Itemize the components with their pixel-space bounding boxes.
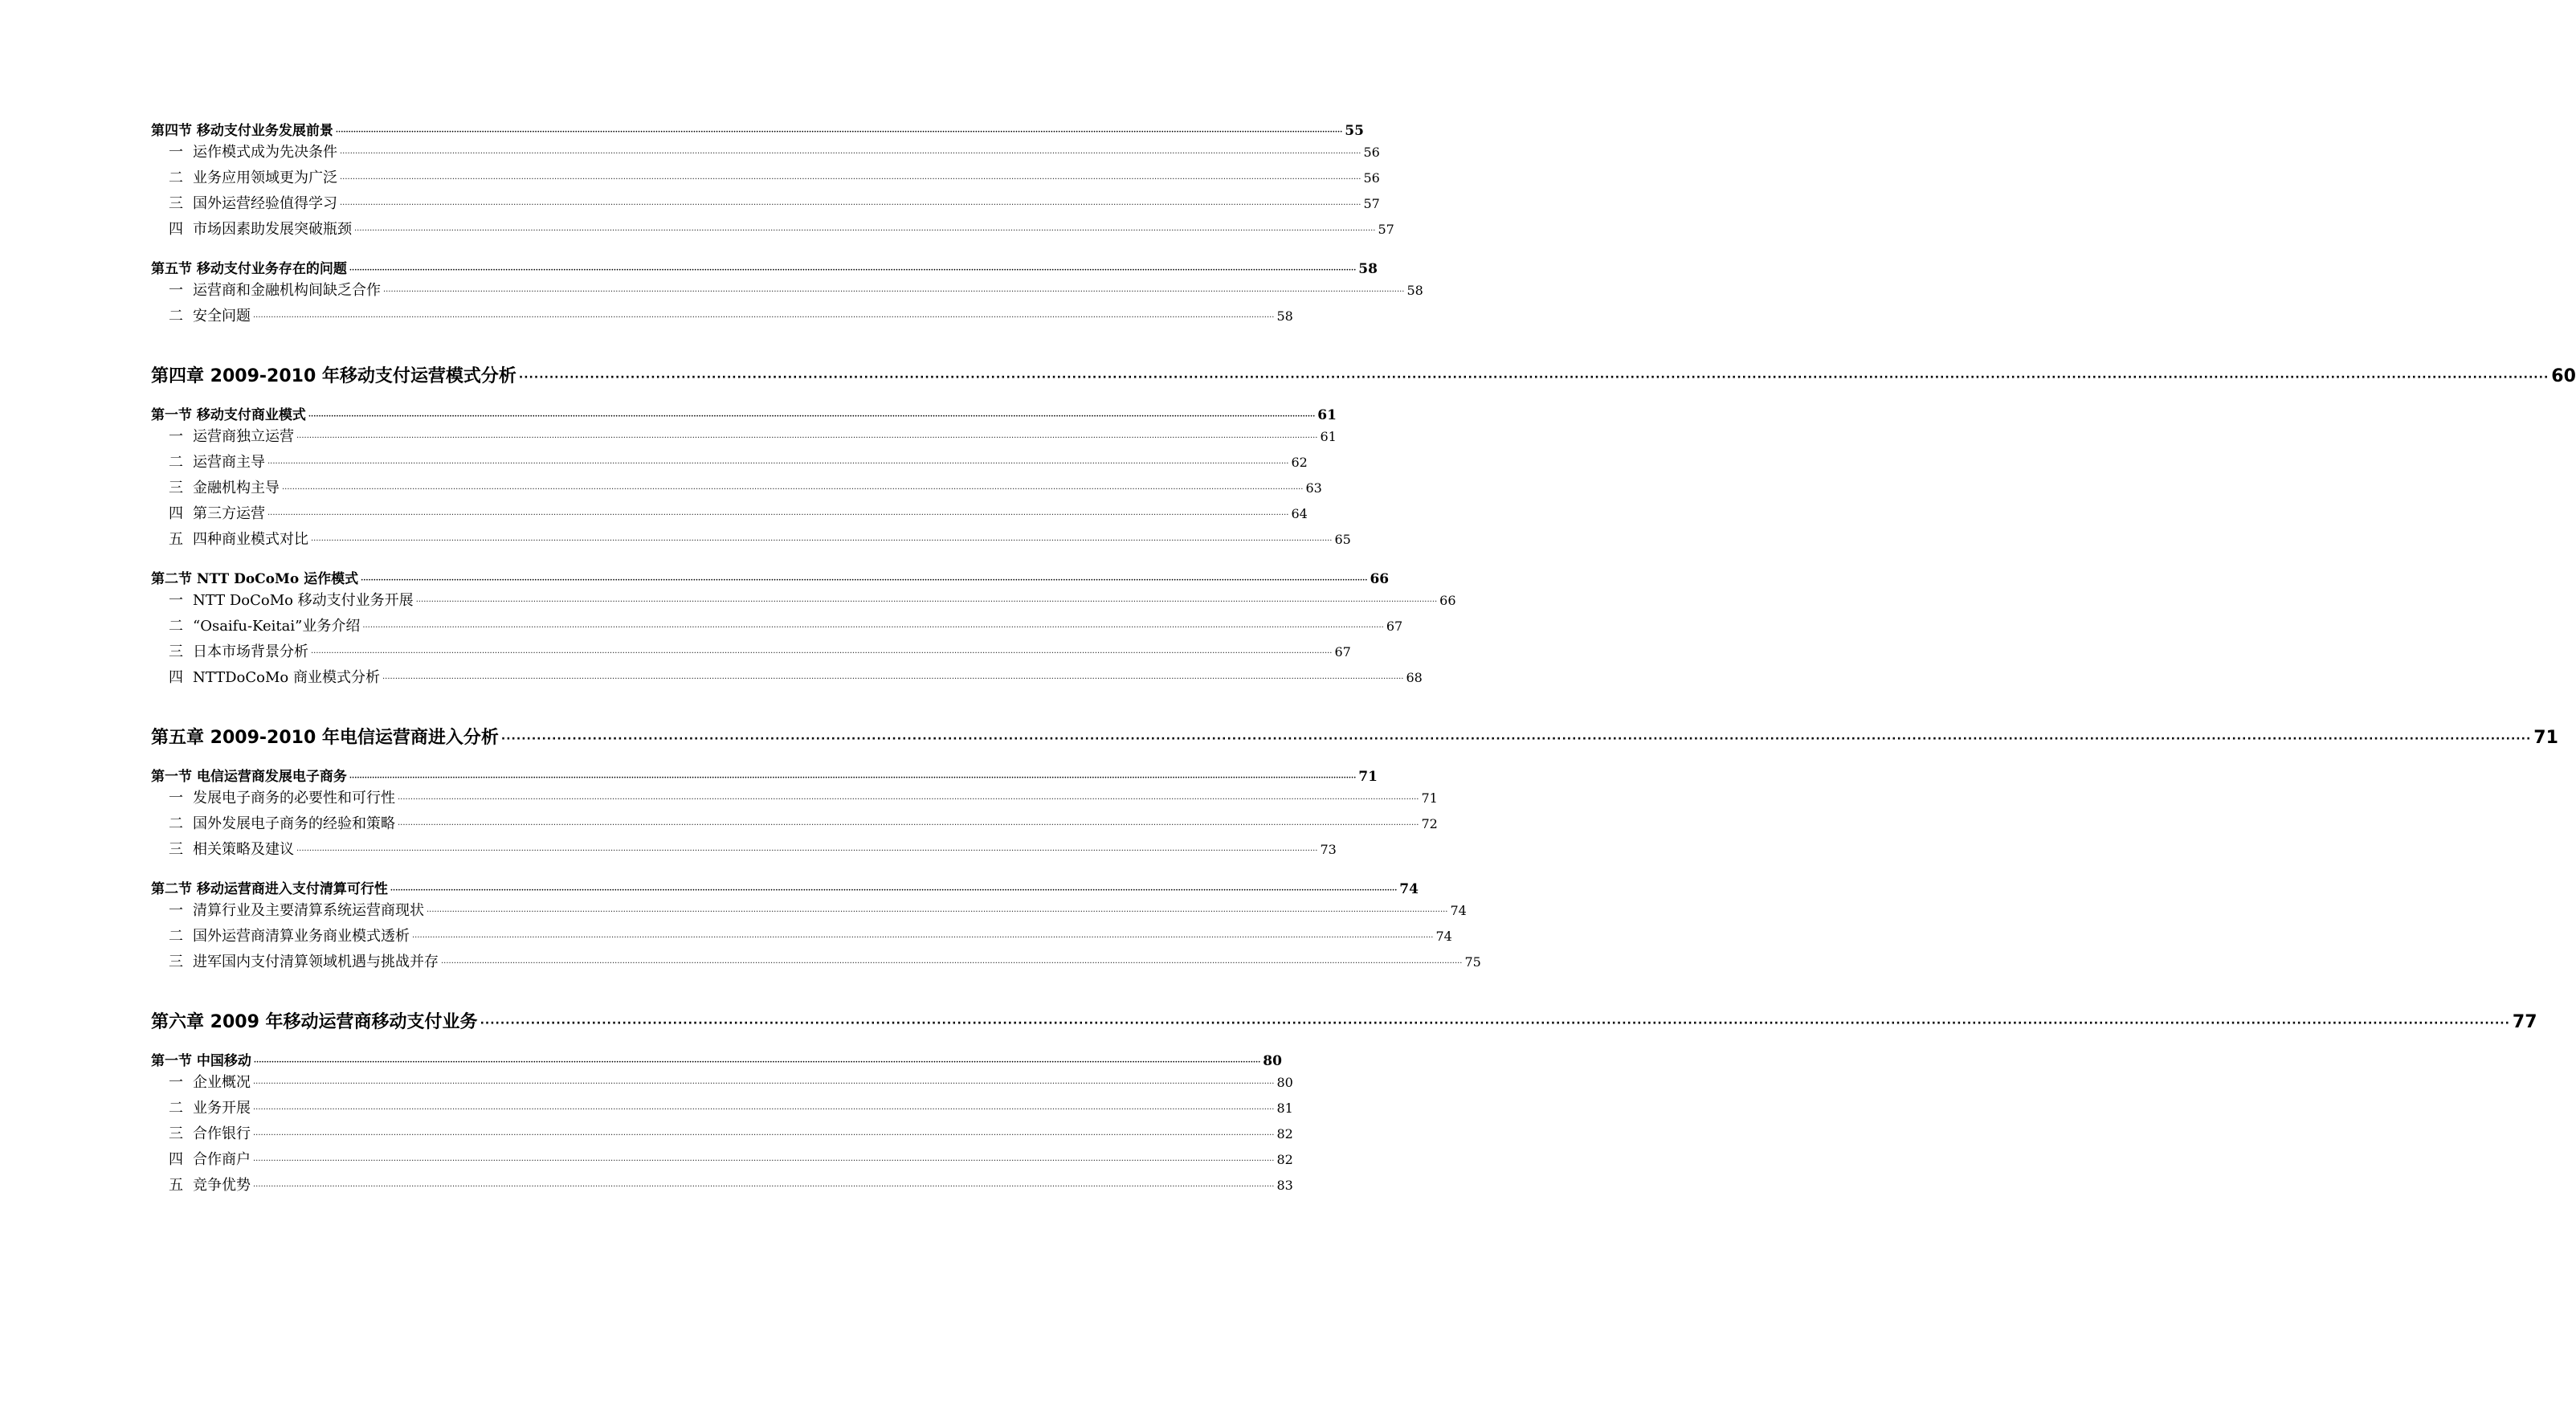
page-number: 55	[1345, 123, 1364, 139]
page-number: 82	[1276, 1126, 1293, 1141]
toc-item-text: 运营商和金融机构间缺乏合作	[193, 282, 381, 299]
page-number: 77	[2512, 1012, 2537, 1032]
toc-section-row[interactable]	[151, 880, 1419, 898]
toc-section-title: 第二节 移动运营商进入支付清算可行性	[151, 881, 388, 897]
leader-dots: ················································································································································································································································································································································································································	[335, 129, 1343, 137]
toc-item-row[interactable]	[151, 898, 1467, 924]
toc-item-number: 三	[169, 954, 183, 970]
page-number: 74	[1435, 929, 1452, 944]
toc-item-number: 三	[169, 480, 183, 496]
toc-item-number: 一	[169, 144, 183, 161]
toc-item-number: 三	[169, 1125, 183, 1142]
page-number: 71	[2533, 728, 2558, 748]
toc-item-title	[151, 898, 424, 924]
toc-item-text: 市场因素助发展突破瓶颈	[193, 221, 352, 238]
toc-item-text: 相关策略及建议	[193, 841, 294, 858]
toc-item-title	[151, 614, 360, 639]
toc-item-row[interactable]	[151, 924, 1452, 950]
toc-item-text: 国外运营经验值得学习	[193, 195, 337, 212]
leader-dots: ················································································································································································································································································································································································································	[253, 1131, 1275, 1140]
leader-dots: ················································································································································································································································································································································································································	[415, 598, 1438, 606]
page-number: 58	[1276, 308, 1293, 324]
toc-item-number: 二	[169, 454, 183, 471]
toc-item-title	[151, 588, 414, 614]
toc-item-title	[151, 140, 337, 165]
page-number: 72	[1421, 816, 1438, 831]
toc-item-text: 发展电子商务的必要性和可行性	[193, 790, 395, 807]
toc-item-row[interactable]	[151, 424, 1337, 450]
toc-item-row[interactable]	[151, 588, 1456, 614]
toc-item-text: 国外发展电子商务的经验和策略	[193, 815, 395, 832]
toc-item-row[interactable]	[151, 786, 1438, 811]
toc-item-title	[151, 837, 294, 863]
leader-dots: ················································································································································································································································································································································································································	[253, 313, 1275, 322]
toc-item-row[interactable]	[151, 1147, 1293, 1173]
page-number: 61	[1320, 429, 1337, 444]
toc-item-text: 国外运营商清算业务商业模式透析	[193, 928, 410, 945]
toc-item-title	[151, 950, 439, 975]
toc-item-title	[151, 665, 380, 691]
toc-item-row[interactable]	[151, 450, 1308, 476]
toc-item-number: 二	[169, 928, 183, 945]
leader-dots: ················································································································································································································································································································································································································	[398, 821, 1419, 830]
toc-item-title	[151, 1096, 251, 1121]
toc-item-number: 三	[169, 643, 183, 660]
toc-item-title	[151, 217, 352, 243]
toc-item-text: 业务应用领域更为广泛	[193, 169, 337, 186]
toc-item-row[interactable]	[151, 614, 1403, 639]
page-number: 66	[1439, 593, 1456, 608]
toc-item-title	[151, 639, 308, 665]
toc-item-title	[151, 1121, 251, 1147]
toc-item-row[interactable]	[151, 191, 1380, 217]
toc-section-title: 第一节 移动支付商业模式	[151, 407, 306, 423]
toc-item-row[interactable]	[151, 1121, 1293, 1147]
leader-dots: ················································································································································································································································································································································································································	[267, 459, 1289, 468]
toc-item-row[interactable]	[151, 837, 1337, 863]
leader-dots: ················································································································································································································································································································································································································	[311, 537, 1333, 545]
toc-item-row[interactable]	[151, 165, 1380, 191]
leader-dots: ················································································································································································································································································································································································································	[340, 149, 1361, 158]
toc-chapter-row[interactable]	[151, 1011, 2537, 1035]
leader-dots: ················································································································································································································································································································································································································	[441, 959, 1463, 968]
leader-dots: ················································································································································································································································································································································································································	[500, 733, 2532, 745]
toc-item-number: 二	[169, 815, 183, 832]
toc-item-number: 一	[169, 902, 183, 919]
leader-dots: ················································································································································································································································································································································································································	[253, 1182, 1275, 1191]
leader-dots: ················································································································································································································································································································································································································	[412, 933, 1434, 942]
page-number: 64	[1291, 506, 1308, 521]
toc-item-number: 三	[169, 841, 183, 858]
page-number: 82	[1276, 1152, 1293, 1167]
toc-item-number: 一	[169, 428, 183, 445]
toc-item-title	[151, 476, 280, 501]
toc-item-number: 五	[169, 531, 183, 548]
toc-section-row[interactable]	[151, 768, 1378, 786]
toc-item-number: 二	[169, 308, 183, 325]
toc-item-number: 二	[169, 618, 183, 635]
page-number: 80	[1276, 1075, 1293, 1090]
page-number: 57	[1363, 196, 1380, 211]
leader-dots: ················································································································································································································································································································································································································	[253, 1059, 1261, 1067]
leader-dots: ················································································································································································································································································································································································································	[253, 1080, 1275, 1088]
leader-dots: ················································································································································································································································································································································································································	[311, 649, 1333, 658]
leader-dots: ················································································································································································································································································································································································································	[253, 1157, 1275, 1166]
toc-item-row[interactable]	[151, 501, 1308, 527]
toc-item-row[interactable]	[151, 304, 1293, 329]
page-number: 68	[1406, 670, 1423, 685]
toc-section-row[interactable]	[151, 122, 1364, 140]
toc-chapter-row[interactable]	[151, 726, 2558, 750]
toc-item-title	[151, 786, 395, 811]
toc-item-text: 安全问题	[193, 308, 251, 325]
toc-item-number: 二	[169, 1100, 183, 1117]
leader-dots: ················································································································································································································································································································································································································	[349, 267, 1357, 275]
leader-dots: ················································································································································································································································································································································································································	[296, 434, 1318, 443]
toc-item-number: 一	[169, 790, 183, 807]
page-number: 67	[1334, 644, 1351, 660]
page-number: 61	[1317, 407, 1337, 423]
page-number: 63	[1305, 480, 1322, 496]
leader-dots: ················································································································································································································································································································································································································	[398, 795, 1419, 804]
page-number: 74	[1450, 903, 1467, 918]
toc-section-title: 第一节 中国移动	[151, 1053, 251, 1069]
page-number: 74	[1399, 881, 1419, 897]
toc-item-number: 一	[169, 1074, 183, 1091]
page-number: 67	[1386, 619, 1403, 634]
toc-item-row[interactable]	[151, 665, 1423, 691]
page-number: 62	[1291, 455, 1308, 470]
toc-section-title: 第四节 移动支付业务发展前景	[151, 123, 333, 139]
toc-item-text: NTTDoCoMo 商业模式分析	[193, 669, 380, 686]
page-number: 56	[1363, 145, 1380, 160]
leader-dots: ················································································································································································································································································································································································································	[390, 887, 1398, 895]
leader-dots: ················································································································································································································································································································································································································	[427, 908, 1448, 917]
toc-chapter-title: 第四章 2009-2010 年移动支付运营模式分析	[151, 366, 516, 386]
toc-item-title	[151, 1173, 251, 1199]
leader-dots: ················································································································································································································································································································································································································	[349, 774, 1357, 782]
toc-section-row[interactable]	[151, 1052, 1282, 1070]
toc-item-number: 四	[169, 669, 183, 686]
toc-section-title: 第五节 移动支付业务存在的问题	[151, 261, 347, 277]
page-number: 66	[1370, 571, 1390, 587]
toc-section-row[interactable]	[151, 260, 1378, 278]
toc-item-text: 日本市场背景分析	[193, 643, 308, 660]
toc-item-text: 第三方运营	[193, 505, 265, 522]
toc-item-text: “Osaifu-Keitai”业务介绍	[193, 618, 361, 635]
table-of-contents	[151, 122, 2576, 1199]
toc-item-title	[151, 424, 294, 450]
page-number: 81	[1276, 1101, 1293, 1116]
toc-item-text: 业务开展	[193, 1100, 251, 1117]
toc-item-text: 竞争优势	[193, 1177, 251, 1194]
toc-item-number: 二	[169, 169, 183, 186]
toc-chapter-title: 第五章 2009-2010 年电信运营商进入分析	[151, 728, 499, 748]
toc-item-row[interactable]	[151, 217, 1394, 243]
toc-item-row[interactable]	[151, 950, 1481, 975]
toc-item-row[interactable]	[151, 278, 1423, 304]
toc-item-title	[151, 924, 410, 950]
toc-item-text: 合作银行	[193, 1125, 251, 1142]
page-number: 83	[1276, 1178, 1293, 1193]
toc-item-number: 一	[169, 282, 183, 299]
toc-item-row[interactable]	[151, 811, 1438, 837]
page-number: 71	[1421, 790, 1438, 806]
page-number: 80	[1263, 1053, 1282, 1069]
toc-item-title	[151, 165, 337, 191]
leader-dots: ················································································································································································································································································································································································································	[518, 371, 2549, 384]
toc-item-row[interactable]	[151, 140, 1380, 165]
page-number: 71	[1358, 769, 1378, 785]
leader-dots: ················································································································································································································································································································································································································	[340, 175, 1361, 184]
leader-dots: ················································································································································································································································································································································································································	[267, 511, 1289, 520]
toc-item-title	[151, 191, 337, 217]
toc-item-number: 三	[169, 195, 183, 212]
toc-item-title	[151, 278, 381, 304]
toc-item-title	[151, 501, 265, 527]
page-number: 73	[1320, 842, 1337, 857]
page-number: 65	[1334, 532, 1351, 547]
toc-item-number: 四	[169, 1151, 183, 1168]
leader-dots: ················································································································································································································································································································································································································	[296, 847, 1318, 856]
toc-item-text: 四种商业模式对比	[193, 531, 308, 548]
toc-item-text: 运营商主导	[193, 454, 265, 471]
toc-chapter-title: 第六章 2009 年移动运营商移动支付业务	[151, 1012, 478, 1032]
toc-item-title	[151, 450, 265, 476]
page-number: 56	[1363, 170, 1380, 186]
toc-item-number: 四	[169, 505, 183, 522]
leader-dots: ················································································································································································································································································································································································································	[383, 288, 1405, 296]
leader-dots: ················································································································································································································································································································································································································	[308, 413, 1316, 421]
toc-item-number: 五	[169, 1177, 183, 1194]
toc-item-title	[151, 1147, 251, 1173]
toc-item-number: 一	[169, 592, 183, 609]
leader-dots: ················································································································································································································································································································································································································	[362, 623, 1384, 632]
toc-item-row[interactable]	[151, 1096, 1293, 1121]
toc-item-title	[151, 811, 395, 837]
page-number: 75	[1464, 954, 1481, 970]
toc-item-row[interactable]	[151, 527, 1351, 553]
toc-item-title	[151, 304, 251, 329]
toc-item-row[interactable]	[151, 1173, 1293, 1199]
toc-item-title	[151, 527, 308, 553]
toc-section-row[interactable]	[151, 406, 1337, 424]
toc-item-text: 进军国内支付清算领域机遇与挑战并存	[193, 954, 439, 970]
page-number: 58	[1406, 283, 1423, 298]
toc-item-text: 清算行业及主要清算系统运营商现状	[193, 902, 424, 919]
leader-dots: ················································································································································································································································································································································································································	[480, 1017, 2510, 1030]
toc-section-row[interactable]	[151, 570, 1390, 588]
leader-dots: ················································································································································································································································································································································································································	[340, 201, 1361, 210]
toc-item-row[interactable]	[151, 639, 1351, 665]
toc-item-text: 企业概况	[193, 1074, 251, 1091]
toc-item-row[interactable]	[151, 476, 1322, 501]
page-number: 57	[1378, 222, 1394, 237]
toc-item-text: 运营商独立运营	[193, 428, 294, 445]
toc-item-number: 四	[169, 221, 183, 238]
leader-dots: ················································································································································································································································································································································································································	[382, 675, 1404, 684]
toc-section-title: 第二节 NTT DoCoMo 运作模式	[151, 571, 359, 587]
toc-item-text: 金融机构主导	[193, 480, 280, 496]
toc-item-text: 合作商户	[193, 1151, 251, 1168]
leader-dots: ················································································································································································································································································································································································································	[354, 227, 1376, 235]
toc-chapter-row[interactable]	[151, 365, 2576, 389]
leader-dots: ················································································································································································································································································································································································································	[282, 485, 1304, 494]
leader-dots: ················································································································································································································································································································································································································	[253, 1105, 1275, 1114]
toc-item-text: NTT DoCoMo 移动支付业务开展	[193, 592, 414, 609]
leader-dots: ················································································································································································································································································································································································································	[361, 577, 1368, 585]
toc-item-title	[151, 1070, 251, 1096]
toc-section-title: 第一节 电信运营商发展电子商务	[151, 769, 347, 785]
toc-item-text: 运作模式成为先决条件	[193, 144, 337, 161]
page-number: 60	[2551, 366, 2576, 386]
toc-item-row[interactable]	[151, 1070, 1293, 1096]
page-number: 58	[1358, 261, 1378, 277]
